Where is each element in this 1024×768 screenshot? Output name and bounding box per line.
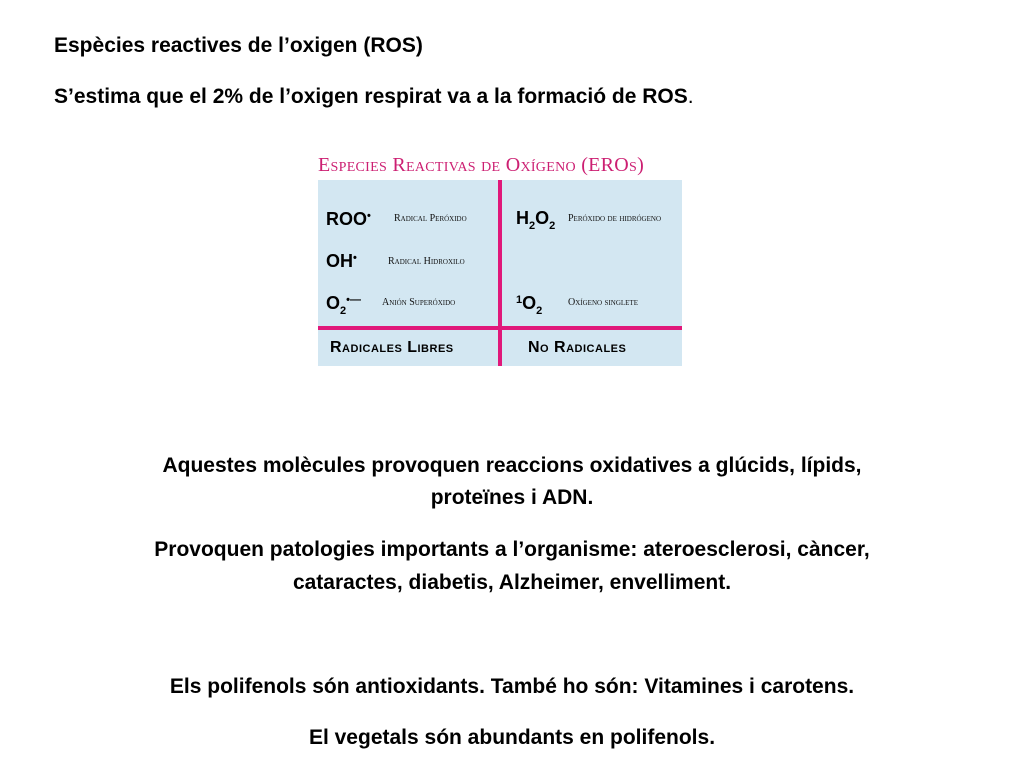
paragraph4: El vegetals són abundants en polifenols. <box>308 726 716 749</box>
formula-roo: ROO• <box>326 209 371 229</box>
label-anion-superoxido: Anión Superóxido <box>382 297 456 308</box>
paragraph2-line1: Provoquen patologies importants a l’organisme: ateroesclerosi, càncer, <box>154 538 870 561</box>
figure-vertical-divider <box>498 180 502 366</box>
figure-panel <box>318 180 682 366</box>
ros-figure <box>318 150 682 366</box>
paragraph1-line2: proteïnes i ADN. <box>430 486 594 509</box>
figure-title: Especies Reactivas de Oxígeno (EROs) <box>318 154 645 176</box>
label-radical-peroxido: Radical Peróxido <box>394 213 467 224</box>
intro-sentence: S’estima que el 2% de l’oxigen respirat va a la formació de ROS <box>54 85 688 108</box>
intro-text <box>54 84 694 110</box>
paragraph3: Els polifenols són antioxidants. També ho són: Vitamines i carotens. <box>169 675 855 698</box>
slide-heading: Espècies reactives de l’oxigen (ROS) <box>54 34 423 57</box>
formula-h2o2: $H_2O_2$ <box>516 208 556 232</box>
label-oxigeno-singlete: Oxígeno singlete <box>568 297 638 308</box>
label-radical-hidroxilo: Radical Hidroxilo <box>388 256 465 267</box>
formula-oh: OH• <box>326 251 357 271</box>
footer-no-radicales: No Radicales <box>528 339 627 356</box>
figure-horizontal-divider <box>318 326 682 330</box>
intro-period: . <box>687 85 694 108</box>
paragraph2-line2: cataractes, diabetis, Alzheimer, envelliment. <box>292 571 732 594</box>
paragraph1-line1: Aquestes molècules provoquen reaccions oxidatives a glúcids, lípids, <box>162 454 862 477</box>
footer-radicales-libres: Radicales Libres <box>330 339 454 356</box>
formula-singlet-oxygen: $^1O_2$ <box>516 293 543 317</box>
label-peroxido-hidrogeno: Peróxido de hidrógeno <box>568 213 661 224</box>
formula-superoxide: $O_2^{•—}$ <box>326 293 361 317</box>
